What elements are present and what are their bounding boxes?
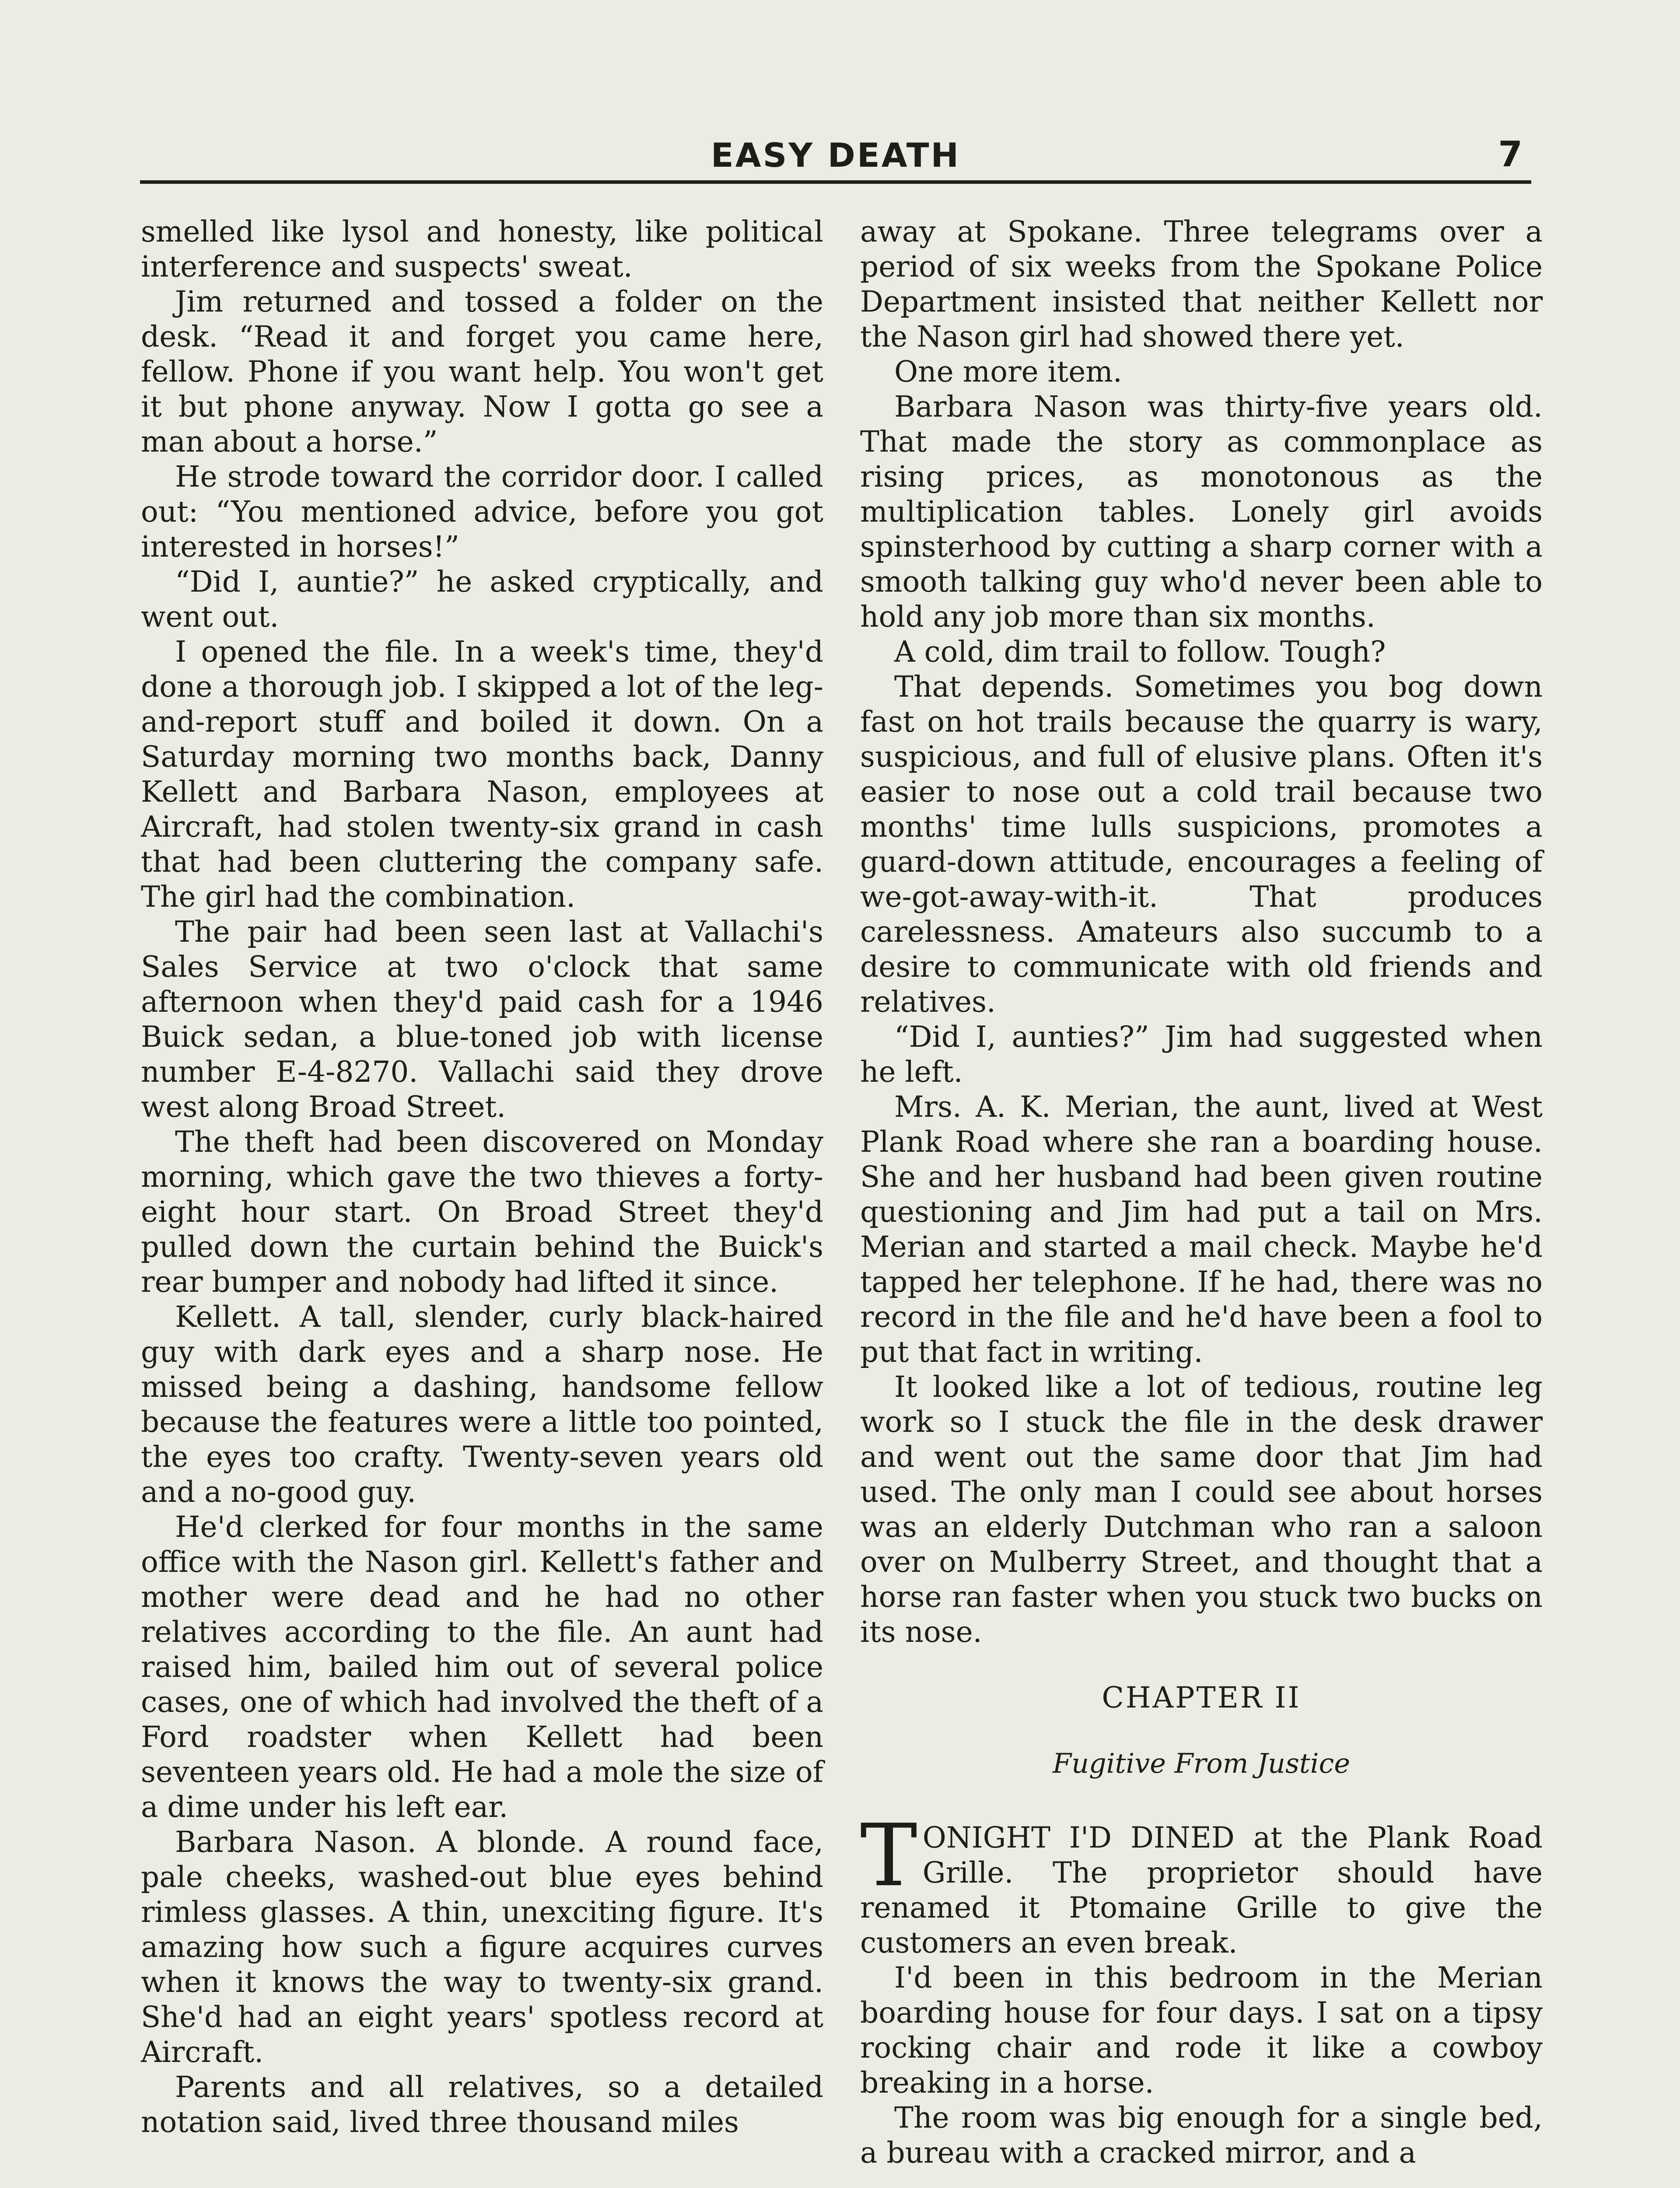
running-title: EASY DEATH xyxy=(710,136,961,175)
page-header xyxy=(140,131,1531,179)
paragraph: Barbara Nason. A blonde. A round face, pale cheeks, washed-out blue eyes behind rimless glasses. A thin, unexciting figure. It's amazing how such a figure acquires curves when it knows the way to twenty-six grand. She'd had an eight years' spotless record at Aircraft. xyxy=(141,1825,823,2069)
paragraph: It looked like a lot of tedious, routine leg work so I stuck the file in the desk drawer and went out the same door that Jim had used. The only man I could see about horses was an elderly Dutchman who ran a saloon over on Mulberry Street, and thought that a horse ran faster when you stuck two bucks on its nose. xyxy=(860,1370,1543,1649)
opening-text: ONIGHT I'D DINED at the Plank Road Grille. The proprietor should have renamed it Ptomaine Grille to give the customers an even break. xyxy=(860,1821,1543,1960)
paragraph: A cold, dim trail to follow. Tough? xyxy=(894,635,1386,669)
chapter-heading: CHAPTER II xyxy=(1102,1681,1301,1715)
paragraph: One more item. xyxy=(894,355,1122,389)
right-column xyxy=(860,214,1543,2170)
paragraph: Barbara Nason was thirty-five years old. That made the story as commonplace as rising prices, as monotonous as the multiplication tables. Lonely girl avoids spinsterhood by cutting a sharp corner with a smooth talking guy who'd never been able to hold any job more than six months. xyxy=(860,390,1543,634)
paragraph: He'd clerked for four months in the same office with the Nason girl. Kellett's father and mother were dead and he had no other relatives according to the file. An aunt had raised him, bailed him out of several police cases, one of which had involved the theft of a Ford roadster when Kellett had been seventeen years old. He had a mole the size of a dime under his left ear. xyxy=(141,1510,823,1824)
paragraph: The pair had been seen last at Vallachi's Sales Service at two o'clock that same afternoon when they'd paid cash for a 1946 Buick sedan, a blue-toned job with license number E-4-8270. Vallachi said they drove west along Broad Street. xyxy=(141,915,823,1124)
paragraph: Parents and all relatives, so a detailed notation said, lived three thousand miles xyxy=(141,2070,823,2139)
paragraph: “Did I, aunties?” Jim had suggested when he left. xyxy=(860,1020,1543,1089)
paragraph: away at Spokane. Three telegrams over a period of six weeks from the Spokane Police Department insisted that neither Kellett nor the Nason girl had showed there yet. xyxy=(860,215,1543,354)
drop-cap: T xyxy=(860,1806,917,1906)
paragraph: The room was big enough for a single bed, a bureau with a cracked mirror, and a xyxy=(860,2101,1543,2170)
left-column xyxy=(141,214,823,2140)
page-number: 7 xyxy=(1498,134,1522,175)
chapter-subtitle: Fugitive From Justice xyxy=(1053,1747,1350,1779)
paragraph: He strode toward the corridor door. I called out: “You mentioned advice, before you got interested in horses!” xyxy=(141,460,823,564)
paragraph: That depends. Sometimes you bog down fast on hot trails because the quarry is wary, suspicious, and full of elusive plans. Often it's easier to nose out a cold trail because two months' time lulls suspicions, promotes a guard-down attitude, encourages a feeling of we-got-away-with-it. That produces carelessness. Amateurs also succumb to a desire to communicate with old friends and relatives. xyxy=(860,670,1543,1019)
paragraph: Jim returned and tossed a folder on the desk. “Read it and forget you came here, fellow. Phone if you want help. You won't get it but phone anyway. Now I gotta go see a man about a horse.” xyxy=(141,285,823,459)
paragraph: smelled like lysol and honesty, like political interference and suspects' sweat. xyxy=(141,215,823,284)
paragraph: “Did I, auntie?” he asked cryptically, and went out. xyxy=(141,565,823,634)
paragraph: Mrs. A. K. Merian, the aunt, lived at West Plank Road where she ran a boarding house. She and her husband had been given routine questioning and Jim had put a tail on Mrs. Merian and started a mail check. Maybe he'd tapped her telephone. If he had, there was no record in the file and he'd have been a fool to put that fact in writing. xyxy=(860,1090,1543,1369)
paragraph: Kellett. A tall, slender, curly black-haired guy with dark eyes and a sharp nose. He missed being a dashing, handsome fellow because the features were a little too pointed, the eyes too crafty. Twenty-seven years old and a no-good guy. xyxy=(141,1300,823,1509)
paragraph: The theft had been discovered on Monday morning, which gave the two thieves a forty-eight hour start. On Broad Street they'd pulled down the curtain behind the Buick's rear bumper and nobody had lifted it since. xyxy=(141,1125,823,1299)
paragraph: I'd been in this bedroom in the Merian boarding house for four days. I sat on a tipsy rocking chair and rode it like a cowboy breaking in a horse. xyxy=(860,1961,1543,2100)
header-rule xyxy=(140,180,1531,184)
chapter-opening-paragraph xyxy=(860,1806,1543,1960)
paragraph: I opened the file. In a week's time, they'd done a thorough job. I skipped a lot of the leg-and-report stuff and boiled it down. On a Saturday morning two months back, Danny Kellett and Barbara Nason, employees at Aircraft, had stolen twenty-six grand in cash that had been cluttering the company safe. The girl had the combination. xyxy=(141,635,823,914)
